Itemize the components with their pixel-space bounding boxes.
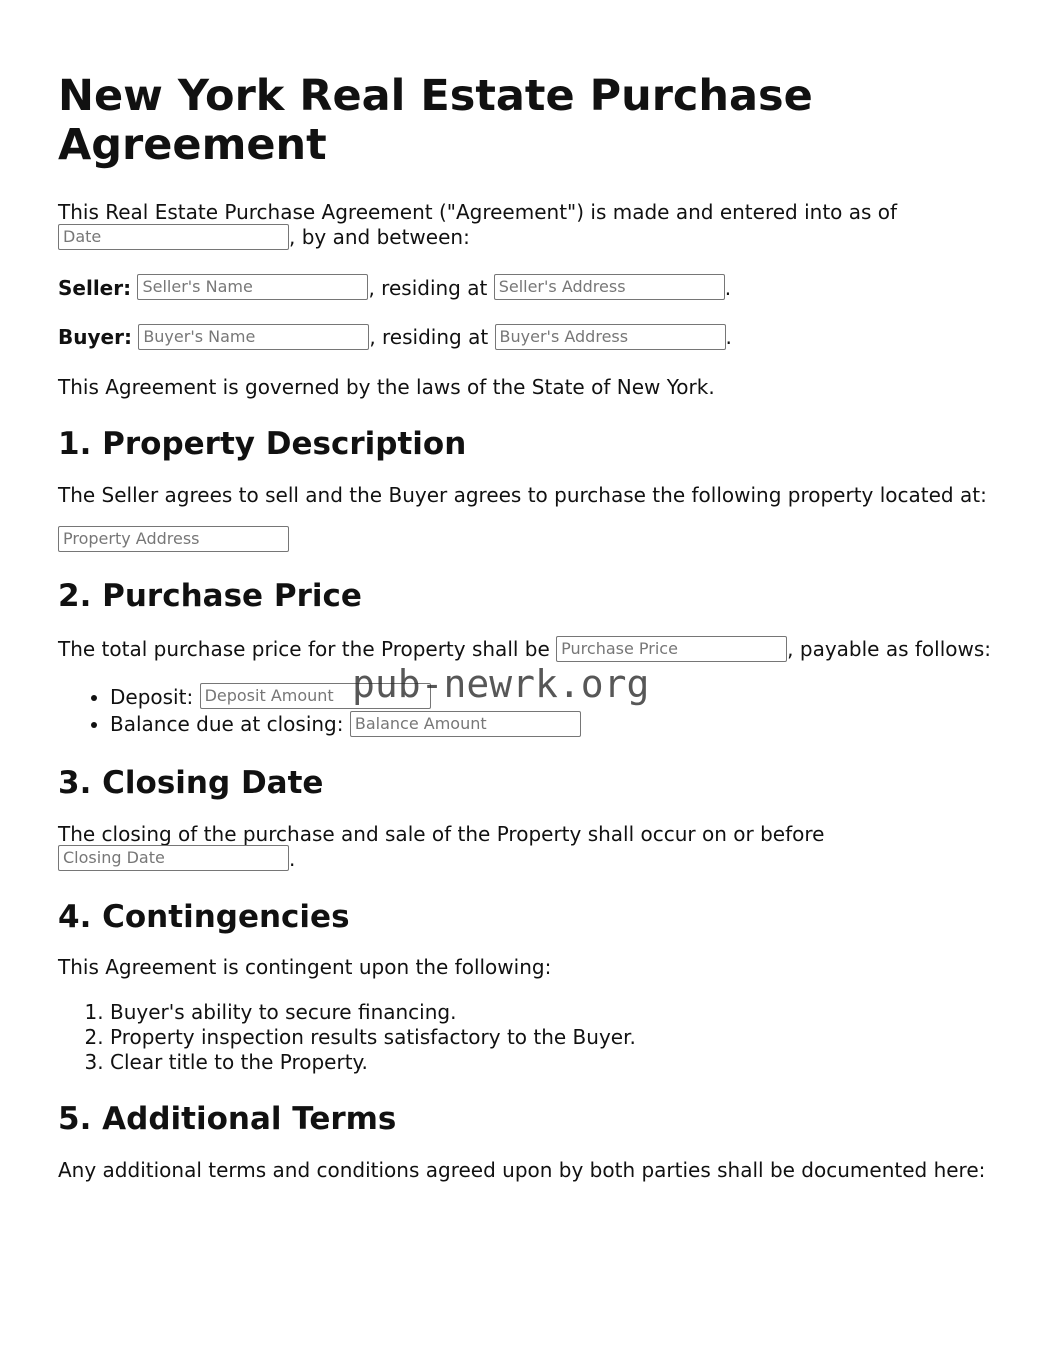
seller-line	[58, 276, 998, 303]
section-heading-property: 1. Property Description	[58, 425, 467, 462]
closing-text: The closing of the purchase and sale of the Property shall occur on or before	[58, 821, 825, 846]
intro-text-after: , by and between:	[289, 225, 470, 249]
purchase-price-field[interactable]: Purchase Price	[556, 636, 787, 662]
additional-terms-text: Any additional terms and conditions agreed upon by both parties shall be documented here:	[58, 1158, 986, 1182]
page-title: New York Real Estate Purchase Agreement	[58, 71, 813, 170]
section-heading-price: 2. Purchase Price	[58, 578, 362, 614]
buyer-address-field[interactable]: Buyer's Address	[495, 324, 726, 350]
property-address-field[interactable]: Property Address	[58, 526, 289, 552]
governing-law-text: This Agreement is governed by the laws of the State of New York.	[58, 374, 715, 399]
list-item-balance	[110, 711, 998, 739]
buyer-label: Buyer:	[58, 325, 132, 349]
closing-period: .	[289, 846, 296, 871]
watermark-text: pub-newrk.org	[352, 662, 650, 706]
section-heading-contingencies: 4. Contingencies	[58, 899, 350, 935]
agreement-date-field[interactable]: Date	[58, 224, 289, 250]
balance-amount-field[interactable]: Balance Amount	[350, 711, 581, 737]
intro-text: This Real Estate Purchase Agreement ("Agreement") is made and entered into as of	[58, 200, 898, 224]
list-item: 1. Buyer's ability to secure financing.	[110, 1000, 998, 1025]
purchase-price-text	[58, 636, 998, 664]
seller-address-field[interactable]: Seller's Address	[494, 274, 725, 300]
intro-paragraph	[58, 200, 998, 252]
buyer-line	[58, 325, 998, 352]
property-description-text: The Seller agrees to sell and the Buyer agrees to purchase the following property located at:	[58, 482, 987, 507]
closing-date-field[interactable]: Closing Date	[58, 845, 289, 871]
seller-name-field[interactable]: Seller's Name	[137, 274, 368, 300]
list-item: 3. Clear title to the Property.	[110, 1050, 998, 1075]
seller-residing-text: , residing at	[368, 275, 488, 300]
list-item-deposit	[110, 684, 998, 712]
buyer-residing-text: , residing at	[369, 325, 489, 349]
contingencies-list	[58, 1000, 998, 1075]
section-heading-additional-terms: 5. Additional Terms	[58, 1101, 397, 1137]
list-item: 2. Property inspection results satisfactory to the Buyer.	[110, 1025, 998, 1050]
buyer-period: .	[725, 325, 732, 349]
section-heading-closing: 3. Closing Date	[58, 764, 324, 801]
closing-date-text	[58, 822, 998, 874]
seller-period: .	[724, 275, 732, 300]
deposit-amount-field[interactable]: Deposit Amount	[200, 683, 431, 709]
agreement-document	[58, 72, 998, 1183]
payment-list	[58, 684, 998, 739]
purchase-price-text-before: The total purchase price for the Property shall be	[58, 637, 550, 661]
buyer-name-field[interactable]: Buyer's Name	[138, 324, 369, 350]
contingencies-text: This Agreement is contingent upon the following:	[58, 955, 552, 979]
balance-label: Balance due at closing:	[110, 712, 344, 736]
seller-label: Seller:	[58, 275, 132, 300]
deposit-label: Deposit:	[110, 684, 194, 709]
purchase-price-text-after: , payable as follows:	[787, 637, 992, 661]
property-address-line	[58, 528, 998, 555]
